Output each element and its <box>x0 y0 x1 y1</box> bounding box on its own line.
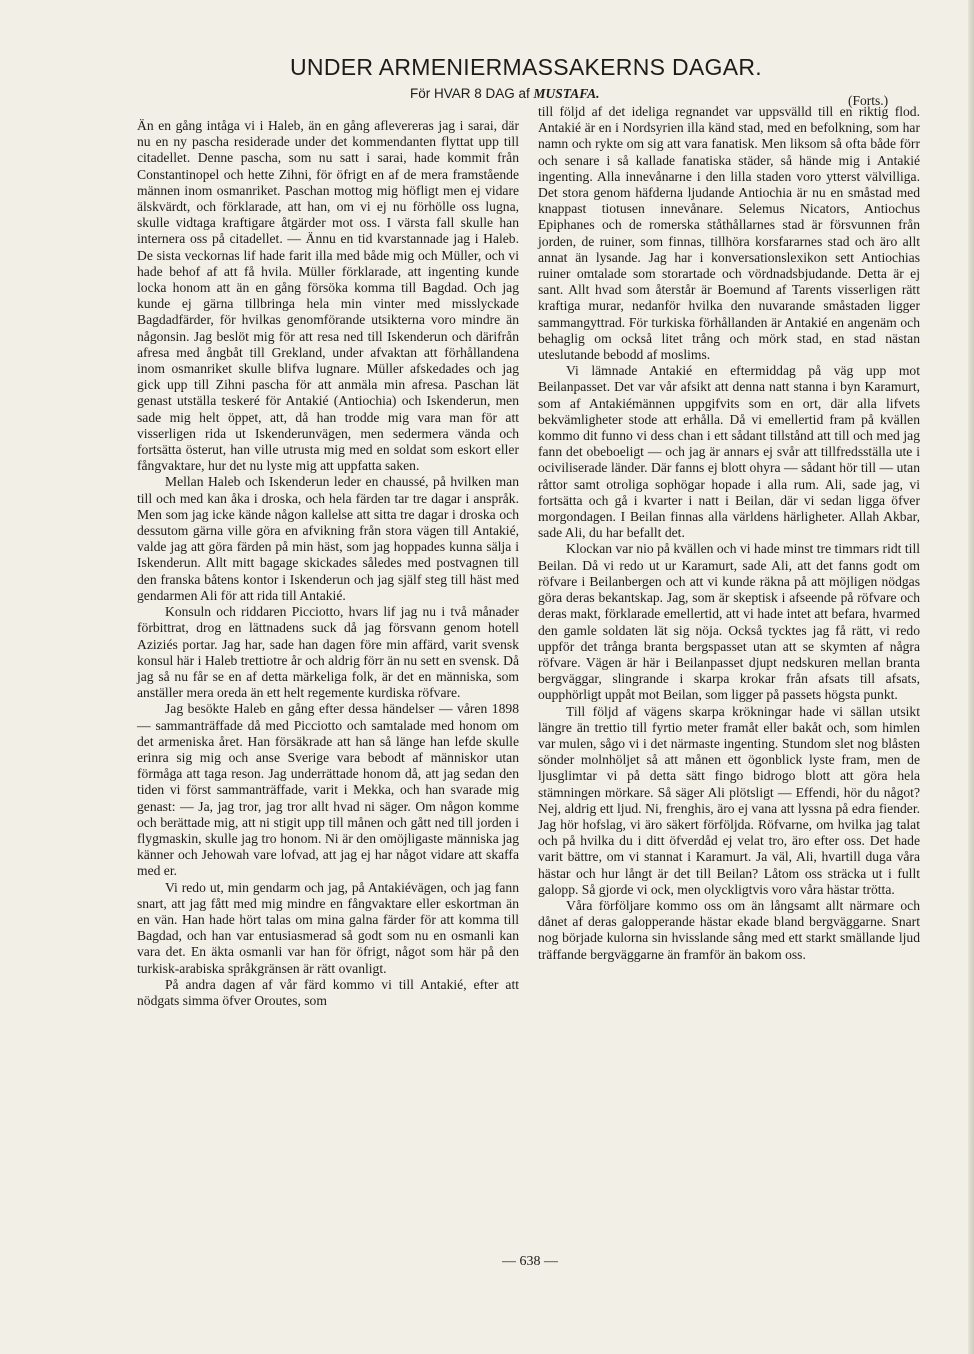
article-byline <box>410 86 599 102</box>
paragraph: Mellan Haleb och Iskenderun leder en chaussé, på hvilken man till och med kan åka i droska, och hela färden tar tre dagar i anspråk. Men som jag icke kände någon kallelse att sitta tre dagar i droska och dessutom gärna ville göra en afvikning från stora vägen till Antakié, valde jag att göra färden på min häst, som jag hoppades kunna sälja i Iskenderun. Allt mitt bagage skickades således med postvagnen till den franska båtens kontor i Iskenderun och jag själf steg till häst med gendarmen Ali för att rida till Antakié. <box>137 474 519 603</box>
paragraph: Till följd af vägens skarpa krökningar hade vi sällan utsikt längre än trettio till fyrtio meter framåt eller bakåt och, som himlen var mulen, sågo vi i det närmaste ingenting. Stundom slet nog blåsten sönder molnhöljet så att månen ett ögonblick lyste fram, men de ljusglimtar vi på detta sätt fingo bidrogo blott att göra hela stämningen mörkare. Så säger Ali plötsligt — Effendi, hör du något? Nej, aldrig ett ljud. Ni, frenghis, äro ej vana att lyssna på edra fiender. Jag hör hofslag, vi äro säkert förföljda. Röfvarne, om hvilka jag talat och på hvilka du i ditt öfverdåd ej velat tro, äro efter oss. Det hade varit bättre, om vi stannat i Karamurt. Ja väl, Ali, hvartill duga våra hästar och hur långt är det till Beilan? Låtom oss sträcka ut i fullt galopp. Så gjorde vi ock, men olyckligtvis voro våra hästar trötta. <box>538 703 920 897</box>
byline-prefix: För HVAR 8 DAG af <box>410 86 534 101</box>
paragraph: Jag besökte Haleb en gång efter dessa händelser — våren 1898 — sammanträffade då med Picciotto och samtalade med honom om det armeniska året. Han försäkrade att han så länge han lefde skulle erinra sig mig och anse Sverige vara bebodt af människor utan förmåga att taga reson. Jag underrättade honom då, att jag sedan den tiden vi först sammanträffade, varit i Mekka, och han svarade mig genast: — Ja, jag tror, jag tror allt hvad ni säger. Om någon komme och berättade mig, att ni stigit upp till månen och gått ned till jorden i flygmaskin, skulle jag tro honom. Ni är den omöjligaste människa jag känner och Jehowah vare lofvad, att jag ej har något vidare att skaffa med er. <box>137 701 519 879</box>
paragraph: Vi lämnade Antakié en eftermiddag på väg upp mot Beilanpasset. Det var vår afsikt att denna natt stanna i byn Karamurt, som af Antakiémännen uppgifvits som en ort, där alla lifvets bekvämligheter stode att erhålla. Då vi emellertid fram på kvällen kommo dit funno vi dess chan i ett sådant tillstånd att till och med jag fann det obeboeligt — och jag är annars ej svår att tillfredsställa ute i ociviliserade länder. Där fanns ej blott ohyra — sådant hör till — utan råttor samt otroliga sophögar hopade i alla rum. Ali, sade jag, vi fortsätta och gå i kvarter i natt i Beilan, där vi sedan ligga öfver morgondagen. I Beilan finnas alla världens härligheter. Allah Akbar, sade Ali, du har befallt det. <box>538 363 920 541</box>
paragraph: Våra förföljare kommo oss om än långsamt allt närmare och dånet af deras galopperande hästar ekade bland bergväggarne. Snart nog började kulorna sin hvisslande sång med ett starkt smällande ljud träffande bergväggarne än framför än bakom oss. <box>538 897 920 962</box>
paragraph: På andra dagen af vår färd kommo vi till Antakié, efter att nödgats simma öfver Oroutes, som <box>137 976 519 1008</box>
paragraph: Vi redo ut, min gendarm och jag, på Antakiévägen, och jag fann snart, att jag fått med mig mindre en fångvaktare eller eskortman än en vän. Han hade hört talas om mina galna färder för att komma till Bagdad, och han var entusiasmerad så godt som nu en osmanli kan vara det. En äkta osmanli var han för öfrigt, något som här på den turkisk-arabiska språkgränsen är rätt ovanligt. <box>137 879 519 976</box>
byline-author: MUSTAFA. <box>533 86 600 101</box>
paragraph: Klockan var nio på kvällen och vi hade minst tre timmars ridt till Beilan. Då vi redo ut ur Karamurt, sade Ali, att det fanns godt om röfvare i Beilanbergen och att vi kunde räkna på att möjligen nödgas göra deras bekantskap. Jag, som är skeptisk i afseende på röfvare och deras makt, förklarade emellertid, att vi hade intet att befara, hvarmed den gamle soldaten lät sig nöja. Också tycktes jag få rätt, vi redo uppför det trånga branta bergspasset utan att se skymten af några röfvare. Vägen är här i Beilanpasset djupt nedskuren mellan branta bergväggar, slingrande i skarpa krokar från afsats till afsats, oupphörligt uppåt mot Beilan, som ligger på passets högsta punkt. <box>538 541 920 703</box>
paragraph: till följd af det ideliga regnandet var uppsvälld till en riktig flod. Antakié är en i Nordsyrien illa känd stad, med en befolkning, som har namn och rykte om sig att vara fanatisk. Men liksom så ofta både förr och senare i så kallade fanatiska städer, så hände mig i Antakié ingenting. Alla innevånarne i den lilla staden voro ytterst välvilliga. Det stora genom häfderna ljudande Antiochia är nu en småstad med knappast tiotusen innevånare. Selemus Nicators, Antiochus Epiphanes och de romerska ståthållarnes stad är försvunnen från jorden, de ruiner, som finnas, tillhöra korsfararnes stad och äro allt annat än lysande. Jag har i konversationslexikon sett Antiochias ruiner omtalade som storartade och vördnadsbjudande. Detta är ej sant. Allt hvad som återstår är Boemund af Tarents visserligen rätt kraftiga murar, nedanför hvilka den nuvarande småstaden ligger sammangyttrad. För turkiska förhållanden är Antakié en angenäm och behaglig om också litet trång och mörk stad, en stad nästan uteslutande bebodd af moslims. <box>538 104 920 363</box>
paragraph: Konsuln och riddaren Picciotto, hvars lif jag nu i två månader förbittrat, drog en lättnadens suck då jag försvann genom hotell Aziziés portar. Jag har, sade han dagen före min affärd, varit svensk konsul här i Haleb trettiotre år och aldrig förr än nu sett en svensk. Då jag så nu får se en af detta märkeliga folk, är det en människa, som anställer mera oreda än ett helt regemente kurdiska röfvare. <box>137 604 519 701</box>
continued-label: (Forts.) <box>848 93 889 108</box>
page-number: — 638 — <box>502 1254 558 1269</box>
right-column <box>538 104 920 963</box>
left-column <box>137 118 519 1009</box>
paragraph: Än en gång intåga vi i Haleb, än en gång aflevereras jag i sarai, där nu en ny pascha residerade under det kommendanten flyttat upp till citadellet. Denne pascha, som nu satt i sarai, hade kommit från Constantinopel och hette Zihni, för öfrigt en af de mera framstående männen inom osmanriket. Paschan mottog mig höfligt men ej vidare älskvärdt, och förklarade, att han, om vi ej nu förhölle oss lugna, skulle vidtaga kraftigare åtgärder mot oss. I värsta fall skulle han internera oss på citadellet. — Ännu en tid kvarstannade jag i Haleb. De sista veckornas lif hade farit illa med både mig och Müller, och vi hade behof af att få hvila. Müller förklarade, att ingenting kunde locka honom att än en gång försöka komma till Bagdad. Och jag kunde ej gärna tillbringa hela min vinter med misslyckade Bagdadfärder, för hvilkas genomförande utsikterna voro mindre än någonsin. Jag beslöt mig för att resa ned till Iskenderun och därifrån afresa med ångbåt till Grekland, under afvaktan att förhållandena inom osmanriket skulle blifva lugnare. Müller afskedades och jag gick upp till Zihni pascha för att anmäla min afresa. Paschan lät genast utställa teskeré för Antakié (Antiochia) och Iskenderun, men sade mig helt öppet, att, då han trodde mig vara man för att visserligen rida ut Iskenderunvägen, men sedermera vända och fortsätta österut, han ville utrusta mig med en soldat som eskort eller fångvaktare, hur det nu lyste mig att uppfatta saken. <box>137 118 519 474</box>
article-title: UNDER ARMENIERMASSAKERNS DAGAR. <box>290 54 762 80</box>
page-edge <box>968 0 974 1354</box>
